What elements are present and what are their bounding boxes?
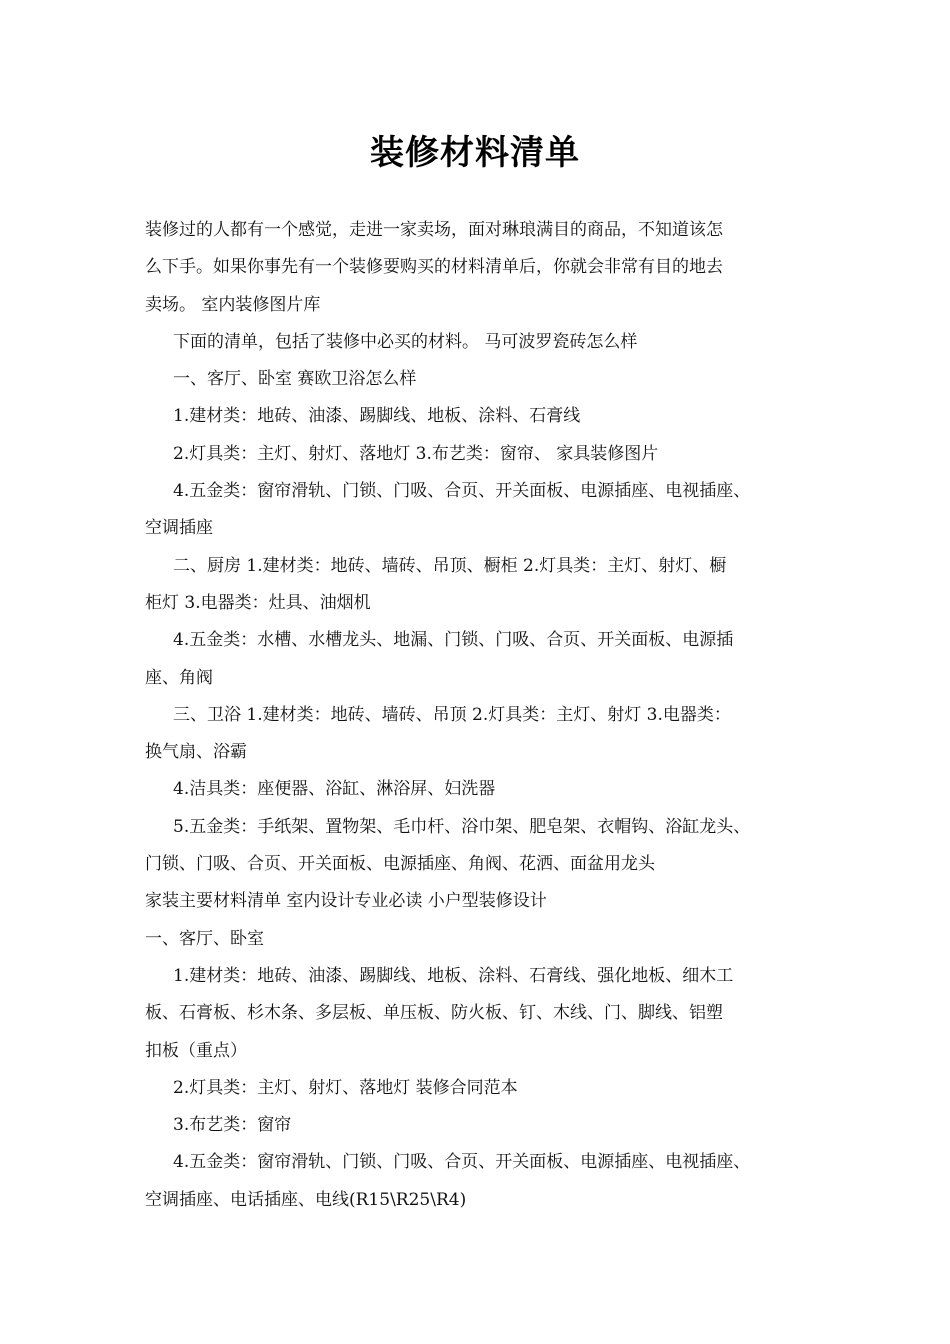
text-line: 卖场。 室内装修图片库 [145,294,321,315]
text-line: 门锁、门吸、合页、开关面板、电源插座、角阀、花洒、面盆用龙头 [145,854,655,875]
text-line: 板、石膏板、杉木条、多层板、单压板、防火板、钉、木线、门、脚线、铝塑 [145,1003,723,1024]
text-line: 1.建材类：地砖、油漆、踢脚线、地板、涂料、石膏线、强化地板、细木工 [173,965,734,986]
text-line: 一、客厅、卧室 [145,928,264,949]
document-title: 装修材料清单 [370,133,580,173]
text-line: 空调插座 [145,518,213,539]
text-line: 扣板（重点） [145,1040,247,1061]
text-line: 4.五金类：水槽、水槽龙头、地漏、门锁、门吸、合页、开关面板、电源插 [173,630,734,651]
text-line: 三、卫浴 1.建材类：地砖、墙砖、吊顶 2.灯具类：主灯、射灯 3.电器类： [173,704,731,725]
text-line: 空调插座、电话插座、电线(R15\R25\R4) [145,1189,467,1210]
text-line: 二、厨房 1.建材类：地砖、墙砖、吊顶、橱柜 2.灯具类：主灯、射灯、橱 [173,555,727,576]
text-line: 5.五金类：手纸架、置物架、毛巾杆、浴巾架、肥皂架、衣帽钩、浴缸龙头、 [173,816,751,837]
text-line: 座、角阀 [145,667,213,688]
text-line: 么下手。如果你事先有一个装修要购买的材料清单后，你就会非常有目的地去 [145,257,723,278]
text-line: 3.布艺类：窗帘 [173,1115,292,1136]
text-line: 1.建材类：地砖、油漆、踢脚线、地板、涂料、石膏线 [173,406,581,427]
text-line: 4.洁具类：座便器、浴缸、淋浴屏、妇洗器 [173,779,496,800]
text-line: 4.五金类：窗帘滑轨、门锁、门吸、合页、开关面板、电源插座、电视插座、 [173,481,751,502]
text-line: 换气扇、浴霸 [145,742,247,763]
text-line: 2.灯具类：主灯、射灯、落地灯 装修合同范本 [173,1077,518,1098]
text-line: 下面的清单，包括了装修中必买的材料。 马可波罗瓷砖怎么样 [173,331,638,352]
document-body [145,212,825,1219]
text-line: 4.五金类：窗帘滑轨、门锁、门吸、合页、开关面板、电源插座、电视插座、 [173,1152,751,1173]
text-line: 装修过的人都有一个感觉，走进一家卖场，面对琳琅满目的商品，不知道该怎 [145,220,723,240]
text-line: 2.灯具类：主灯、射灯、落地灯 3.布艺类：窗帘、 家具装修图片 [173,443,659,464]
text-line: 柜灯 3.电器类：灶具、油烟机 [145,592,371,613]
text-line: 家装主要材料清单 室内设计专业必读 小户型装修设计 [145,891,547,912]
text-line: 一、客厅、卧室 赛欧卫浴怎么样 [173,369,417,390]
